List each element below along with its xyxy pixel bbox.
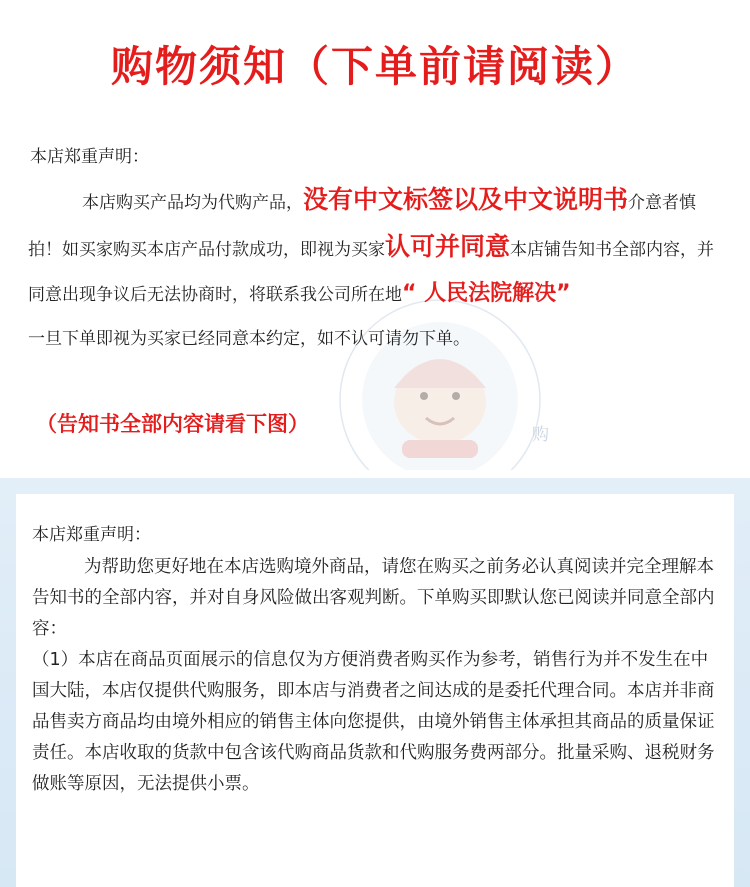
store-declaration-heading: 本店郑重声明： (30, 147, 149, 167)
see-below-note: （告知书全部内容请看下图） (36, 412, 309, 436)
stamp-char-3: 购 (532, 425, 549, 445)
notice-card (16, 494, 734, 887)
card-declaration-heading: 本店郑重声明： (32, 525, 151, 545)
accept-and-agree-emphasis: 认可并同意 (385, 232, 511, 261)
card-item-1: （1）本店在商品页面展示的信息仅为方便消费者购买作为参考，销售行为并不发生在中国大陆，本店仅提供代购服务，即本店与消费者之间达成的是委托代理合同。本店并非商品售卖方商品均由境外相应的销售主体向您提供，由境外销售主体承担其商品的质量保证责任。本店收取的货款中包含该代购商品货款和代购服务费两部分。批量采购、退税财务做账等原因，无法提供小票。 (32, 650, 715, 794)
declaration-text-2: 介意者慎拍！如买家购买本店产品付款成功，即视为买家 (28, 193, 697, 260)
card-body (32, 552, 724, 800)
notice-card-section (0, 478, 750, 887)
page-title: 购物须知（下单前请阅读） (110, 42, 639, 91)
card-intro: 为帮助您更好地在本店选购境外商品，请您在购买之前务必认真阅读并完全理解本告知书的全部内容，并对自身风险做出客观判断。下单购买即默认您已阅读并同意全部内容： (32, 557, 715, 639)
declaration-text-4: 一旦下单即视为买家已经同意本约定，如不认可请勿下单。 (28, 329, 470, 349)
declaration-text-3: 本店铺告知书全部内容，并同意出现争议后无法协商时，将联系我公司所在地 (28, 240, 715, 305)
declaration-text-1: 本店购买产品均为代购产品， (82, 193, 303, 213)
store-declaration-paragraph (28, 178, 728, 361)
no-chinese-label-warning: 没有中文标签以及中文说明书 (303, 185, 629, 214)
court-resolution-emphasis: “ 人民法院解决” (402, 281, 571, 306)
